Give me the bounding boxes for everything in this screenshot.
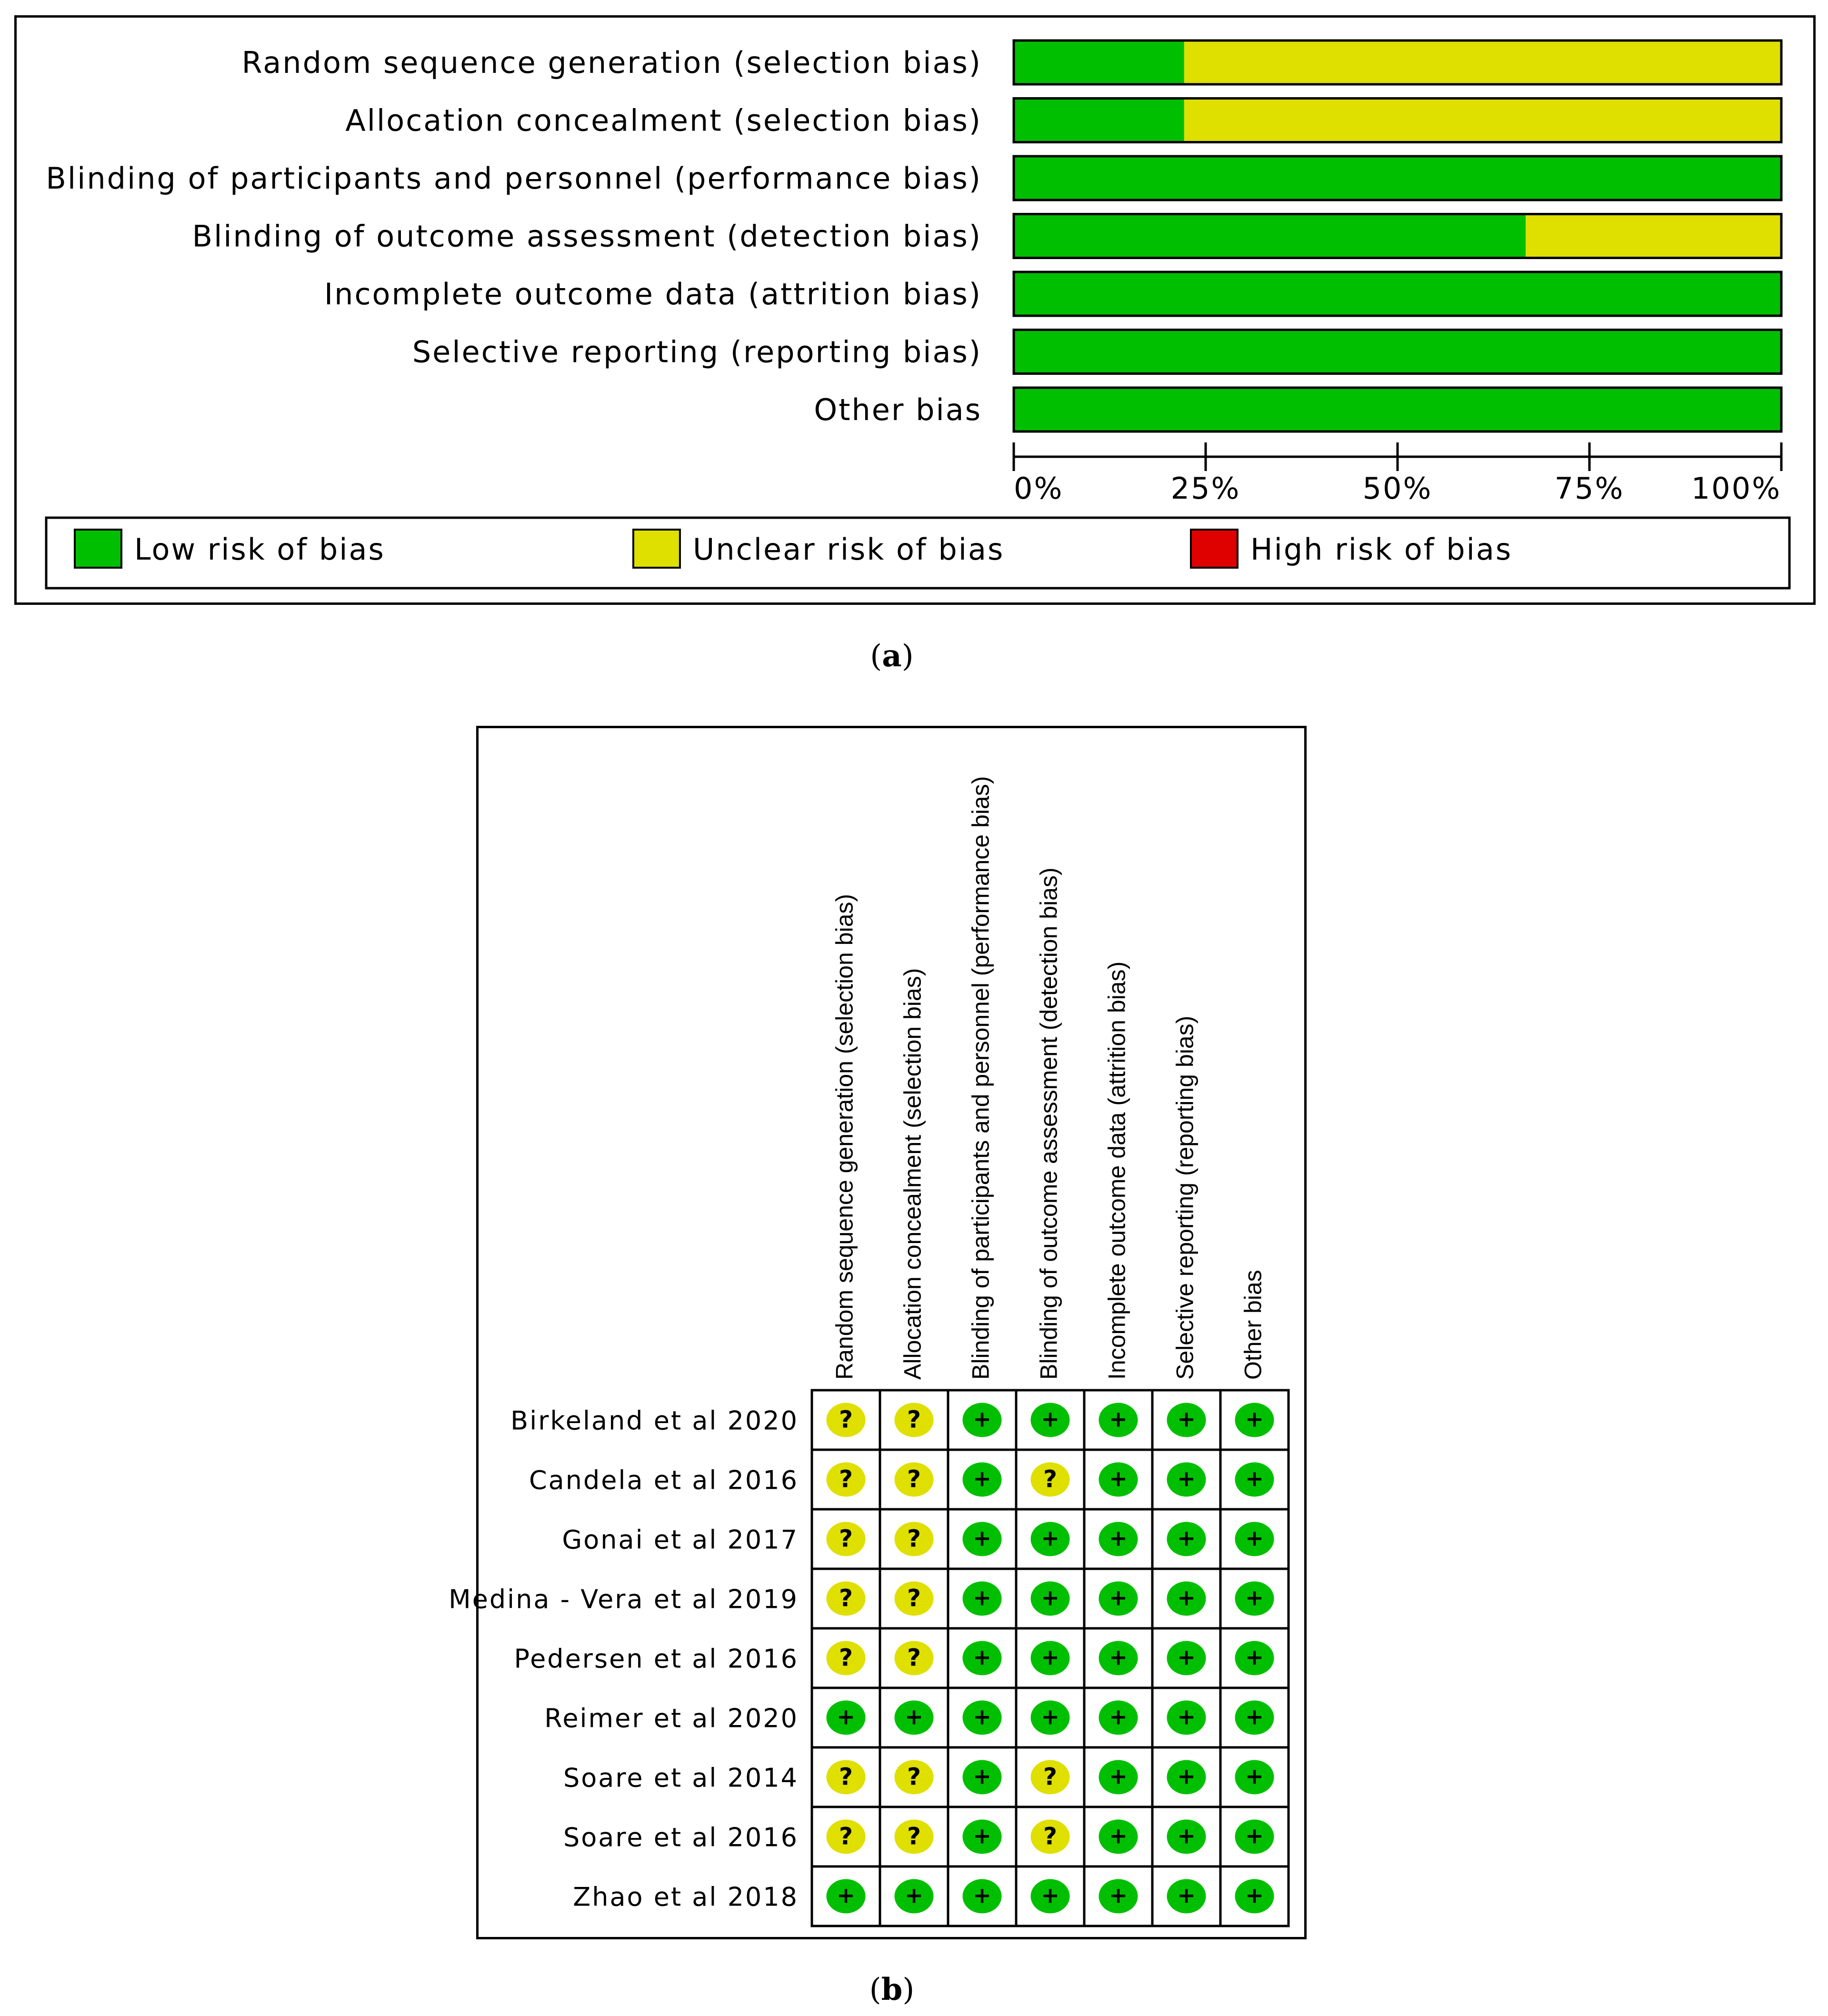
rating-symbol: + bbox=[1041, 1585, 1059, 1611]
rating-symbol: + bbox=[1177, 1585, 1196, 1611]
rating-symbol: + bbox=[1041, 1882, 1059, 1908]
rating-symbol: ? bbox=[839, 1584, 853, 1612]
rating-symbol: + bbox=[973, 1644, 991, 1670]
bar-segment bbox=[1014, 214, 1526, 258]
rating-symbol: ? bbox=[839, 1822, 853, 1850]
rating-symbol: + bbox=[1109, 1465, 1128, 1492]
caption-b-letter: b bbox=[881, 1972, 903, 2007]
caption-a: (a) bbox=[870, 638, 914, 674]
rating-symbol: + bbox=[1109, 1406, 1128, 1432]
rating-symbol: ? bbox=[907, 1644, 921, 1672]
rating-symbol: + bbox=[973, 1823, 991, 1849]
bar-segment bbox=[1014, 40, 1184, 84]
category-label: Blinding of outcome assessment (detection bias) bbox=[192, 219, 982, 254]
rating-symbol: + bbox=[905, 1704, 923, 1730]
rating-symbol: ? bbox=[1043, 1763, 1058, 1791]
study-label: Soare et al 2014 bbox=[563, 1763, 799, 1793]
legend-label: High risk of bias bbox=[1250, 532, 1513, 567]
study-label: Candela et al 2016 bbox=[529, 1465, 799, 1495]
column-header: Blinding of participants and personnel (performance bias) bbox=[967, 776, 994, 1380]
study-label: Reimer et al 2020 bbox=[544, 1703, 799, 1734]
rating-symbol: + bbox=[1245, 1585, 1264, 1611]
rating-symbol: ? bbox=[839, 1405, 853, 1434]
x-tick-label: 0% bbox=[1014, 471, 1064, 506]
study-label: Medina - Vera et al 2019 bbox=[449, 1584, 799, 1615]
bar-segment bbox=[1184, 40, 1781, 84]
column-header: Other bias bbox=[1239, 1270, 1267, 1380]
rating-symbol: + bbox=[1245, 1465, 1264, 1492]
rating-symbol: + bbox=[1245, 1704, 1264, 1730]
study-label: Gonai et al 2017 bbox=[562, 1525, 799, 1555]
rating-symbol: + bbox=[1245, 1763, 1264, 1789]
category-label: Other bias bbox=[814, 392, 982, 427]
rating-symbol: ? bbox=[907, 1405, 921, 1434]
rating-symbol: ? bbox=[907, 1763, 921, 1791]
x-tick-label: 25% bbox=[1170, 471, 1241, 506]
rating-symbol: + bbox=[1041, 1525, 1059, 1551]
rating-symbol: + bbox=[1245, 1406, 1264, 1432]
column-header: Allocation concealment (selection bias) bbox=[899, 968, 926, 1380]
x-tick-label: 100% bbox=[1691, 471, 1781, 506]
rating-symbol: + bbox=[837, 1704, 855, 1730]
caption-a-letter: a bbox=[882, 638, 902, 674]
rating-symbol: ? bbox=[839, 1465, 853, 1493]
column-header: Selective reporting (reporting bias) bbox=[1171, 1015, 1199, 1380]
x-tick-label: 50% bbox=[1362, 471, 1433, 506]
rating-symbol: ? bbox=[907, 1525, 921, 1553]
study-label: Birkeland et al 2020 bbox=[510, 1405, 799, 1436]
column-header: Incomplete outcome data (attrition bias) bbox=[1103, 961, 1130, 1380]
category-label: Selective reporting (reporting bias) bbox=[412, 334, 982, 370]
category-label: Blinding of participants and personnel (performance bias) bbox=[46, 161, 982, 196]
legend-label: Unclear risk of bias bbox=[693, 532, 1005, 567]
column-header: Random sequence generation (selection bias) bbox=[831, 893, 858, 1380]
rating-symbol: + bbox=[1177, 1704, 1196, 1730]
rating-symbol: + bbox=[1109, 1882, 1128, 1908]
legend-swatch bbox=[633, 530, 680, 568]
rating-symbol: + bbox=[1177, 1823, 1196, 1849]
rating-symbol: + bbox=[1245, 1525, 1264, 1551]
column-header: Blinding of outcome assessment (detection bias) bbox=[1035, 867, 1062, 1380]
study-label: Soare et al 2016 bbox=[563, 1822, 799, 1853]
rating-symbol: + bbox=[973, 1882, 991, 1908]
risk-of-bias-summary bbox=[449, 726, 1307, 1939]
rating-symbol: + bbox=[1041, 1406, 1059, 1432]
rating-symbol: + bbox=[973, 1406, 991, 1432]
rating-symbol: + bbox=[1109, 1823, 1128, 1849]
rating-symbol: + bbox=[1109, 1763, 1128, 1789]
rating-symbol: + bbox=[1177, 1882, 1196, 1908]
risk-of-bias-graph-svg bbox=[17, 18, 1813, 602]
rating-symbol: + bbox=[1177, 1763, 1196, 1789]
rating-symbol: ? bbox=[839, 1644, 853, 1672]
bar-segment bbox=[1014, 330, 1781, 374]
rating-symbol: + bbox=[1109, 1525, 1128, 1551]
rating-symbol: + bbox=[905, 1882, 923, 1908]
rating-symbol: + bbox=[973, 1585, 991, 1611]
study-label: Zhao et al 2018 bbox=[573, 1882, 799, 1912]
rating-symbol: + bbox=[973, 1763, 991, 1789]
rating-symbol: + bbox=[1177, 1465, 1196, 1492]
legend-label: Low risk of bias bbox=[134, 532, 385, 567]
rating-symbol: ? bbox=[907, 1584, 921, 1612]
category-label: Allocation concealment (selection bias) bbox=[345, 103, 982, 138]
rating-symbol: + bbox=[1245, 1882, 1264, 1908]
risk-of-bias-graph bbox=[14, 15, 1816, 605]
bar-segment bbox=[1014, 388, 1781, 431]
rating-symbol: ? bbox=[1043, 1822, 1058, 1850]
bar-segment bbox=[1014, 99, 1184, 142]
legend-swatch bbox=[75, 530, 121, 568]
rating-symbol: ? bbox=[907, 1822, 921, 1850]
study-label: Pedersen et al 2016 bbox=[514, 1644, 799, 1674]
rating-symbol: + bbox=[1177, 1406, 1196, 1432]
bar-segment bbox=[1014, 156, 1781, 200]
rating-symbol: + bbox=[1041, 1644, 1059, 1670]
rating-symbol: ? bbox=[839, 1525, 853, 1553]
risk-of-bias-summary-svg bbox=[449, 728, 1304, 1937]
rating-symbol: + bbox=[973, 1525, 991, 1551]
rating-symbol: + bbox=[1177, 1525, 1196, 1551]
rating-symbol: ? bbox=[907, 1465, 921, 1493]
rating-symbol: + bbox=[1177, 1644, 1196, 1670]
rating-symbol: + bbox=[1109, 1644, 1128, 1670]
rating-symbol: + bbox=[973, 1704, 991, 1730]
bar-segment bbox=[1526, 214, 1781, 258]
bar-segment bbox=[1184, 99, 1781, 142]
category-label: Random sequence generation (selection bias) bbox=[241, 45, 982, 80]
legend-swatch bbox=[1191, 530, 1238, 568]
rating-symbol: + bbox=[1245, 1823, 1264, 1849]
bar-segment bbox=[1014, 272, 1781, 316]
rating-symbol: ? bbox=[1043, 1465, 1058, 1493]
rating-symbol: + bbox=[1109, 1585, 1128, 1611]
rating-symbol: + bbox=[973, 1465, 991, 1492]
x-tick-label: 75% bbox=[1554, 471, 1625, 506]
category-label: Incomplete outcome data (attrition bias) bbox=[324, 277, 982, 311]
rating-symbol: + bbox=[837, 1882, 855, 1908]
rating-symbol: + bbox=[1245, 1644, 1264, 1670]
caption-b: (b) bbox=[869, 1972, 915, 2007]
rating-symbol: + bbox=[1109, 1704, 1128, 1730]
rating-symbol: ? bbox=[839, 1763, 853, 1791]
rating-symbol: + bbox=[1041, 1704, 1059, 1730]
